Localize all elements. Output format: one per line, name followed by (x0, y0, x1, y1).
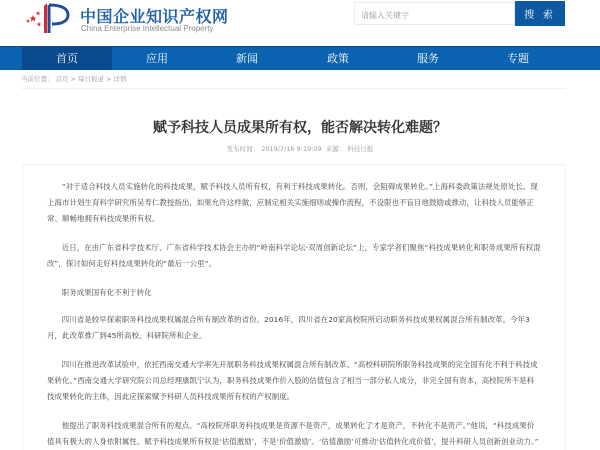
search-input[interactable] (355, 5, 514, 26)
breadcrumb-prefix: 当前位置： (21, 75, 54, 83)
nav-item-home[interactable]: 首页 (22, 47, 112, 70)
article-body (22, 164, 566, 450)
published-label: 发布时间： (226, 145, 260, 153)
nav-item-topics[interactable]: 专题 (507, 52, 529, 65)
article-subheading: 职务成果国有化不利于转化 (61, 288, 152, 297)
breadcrumb-daily-report[interactable]: 每日报道 (77, 75, 104, 83)
search-button[interactable]: 搜 索 (515, 1, 565, 26)
article-title: 赋予科技人员成果所有权，能否解决转化难题？ (153, 120, 447, 136)
nav-item-policy[interactable]: 政策 (327, 52, 349, 65)
article-paragraph: 近日，在由广东省科学技术厅、广东省科学技术协会主办的“岭南科学论坛-双周创新论坛”上，专家学者们聚焦“科技成果转化和职务成果所有权混改”，探讨如何走好科技成果转化的“最后一公里”。 (47, 243, 541, 268)
ip-logo-stars-icon[interactable] (24, 2, 74, 34)
source-label: 来源： (325, 145, 346, 153)
search-box (354, 2, 515, 25)
article-paragraph: 四川在推进改革试验中，依托西南交通大学率先开展职务科技成果权属混合所有制改革。“高校科研院所职务科技成果的完全国有化不利于科技成果转化。”西南交通大学研究院公司总经理康凯宁认为，职务科技成果作价入股的估值包含了相当一部分私人成分，非完全国有资本，高校院所不是科技成果转化的主体，因此应探索赋予科研人员科技成果所有权的产权制度。 (47, 360, 538, 401)
breadcrumb-current: 详情 (113, 75, 127, 83)
breadcrumb-separator: > (70, 75, 76, 83)
breadcrumb (21, 74, 128, 83)
source-value: 科技日报 (347, 145, 374, 153)
article-paragraph: “对于适合科技人员实施转化的科技成果，赋予科技人员所有权，有利于科技成果转化。否则，会阻碍成果转化。”上海科委政策法规处原处长、现上海市计划生育科学研究所吴寿仁教授指出，如果允许这样做，应制定相关实施细则或操作流程，不设限也不盲目地鼓励或推动，让科技人员能够正常、顺畅地拥有科技成果所有权。 (47, 182, 538, 223)
brand-name-en: China Enterprise Intellectual Property (81, 24, 214, 33)
breadcrumb-home[interactable]: 首页 (55, 75, 69, 83)
nav-item-applications[interactable]: 应用 (146, 52, 168, 65)
article-meta (0, 144, 600, 153)
nav-item-services[interactable]: 服务 (417, 52, 439, 65)
article-paragraph: 他提出了职务科技成果混合所有的观点。“高校院所职务科技成果是资源不是资产，成果转化了才是资产，不转化不是资产。”他说，“科技成果价值具有极大的人身依附属性。赋予科技成果所有权是‘估值激励’，不是‘价值激励’。‘估值激励’可推动‘估值转化成价值’，提升科研人员创新创业动力。” (47, 421, 539, 446)
article-paragraph: 四川省是较早探索职务科技成果权属混合所有制改革的省份。2016年，四川省在20家高校院所启动职务科技成果权属混合所有制改革。今年3月，此改革推广到45所高校、科研院所和企业。 (47, 315, 530, 340)
nav-item-news[interactable]: 新闻 (236, 52, 258, 65)
main-nav (0, 46, 600, 70)
published-time: 2019/7/16 9:19:09 (261, 145, 322, 153)
brand-name-cn[interactable]: 中国企业知识产权网 (80, 7, 229, 26)
breadcrumb-separator: > (105, 75, 112, 83)
site-header (0, 0, 600, 44)
divider (22, 88, 566, 89)
